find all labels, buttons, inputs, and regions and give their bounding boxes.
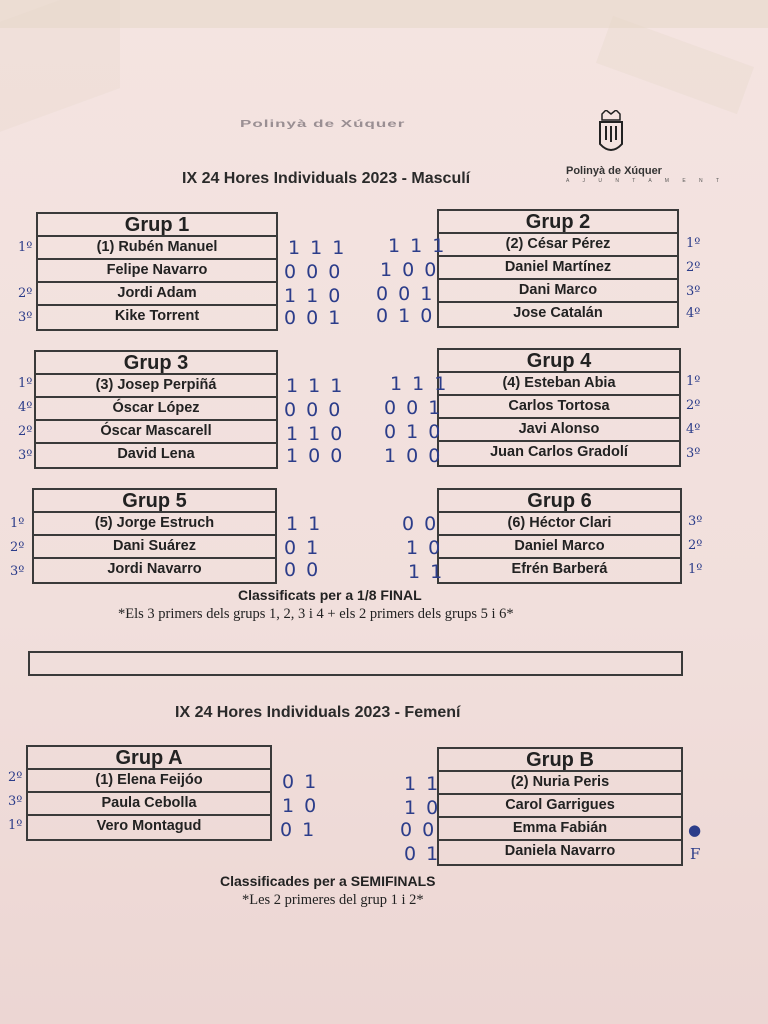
score-mark: 0 0 1 bbox=[384, 397, 443, 419]
score-mark: 0 1 0 bbox=[384, 421, 443, 443]
group-title: Grup 6 bbox=[439, 490, 680, 513]
score-mark: 1 0 0 bbox=[384, 445, 443, 467]
logo-town-name: Polinyà de Xúquer bbox=[566, 165, 662, 177]
group-2-table bbox=[437, 209, 679, 328]
score-mark: 0 0 0 bbox=[284, 399, 343, 421]
group-title: Grup A bbox=[28, 747, 270, 770]
position-mark: 1º bbox=[8, 818, 23, 833]
qualified-note-femeni: *Les 2 primeres del grup 1 i 2* bbox=[242, 892, 424, 908]
score-mark: 1 0 bbox=[406, 537, 443, 559]
player-row: Óscar Mascarell bbox=[36, 421, 276, 444]
position-mark: 2º bbox=[10, 540, 25, 555]
group-4-table bbox=[437, 348, 681, 467]
group-title: Grup 4 bbox=[439, 350, 679, 373]
score-mark: 0 1 0 bbox=[376, 305, 435, 327]
player-row: Emma Fabián bbox=[439, 818, 681, 841]
group-1-table bbox=[36, 212, 278, 331]
score-mark: 1 1 bbox=[286, 513, 323, 535]
player-row: (1) Rubén Manuel bbox=[38, 237, 276, 260]
group-title: Grup 2 bbox=[439, 211, 677, 234]
group-b-table bbox=[437, 747, 683, 866]
score-mark: 0 1 bbox=[280, 819, 317, 841]
masculi-title: IX 24 Hores Individuals 2023 - Masculí bbox=[182, 170, 471, 187]
player-row: Carlos Tortosa bbox=[439, 396, 679, 419]
town-crest-icon bbox=[596, 110, 626, 160]
qualified-title-masculi: Classificats per a 1/8 FINAL bbox=[238, 587, 422, 603]
position-mark: 2º bbox=[686, 398, 701, 413]
group-5-table bbox=[32, 488, 277, 584]
position-mark: 4º bbox=[686, 422, 701, 437]
player-row: Carol Garrigues bbox=[439, 795, 681, 818]
score-mark: 1 0 bbox=[404, 797, 441, 819]
tape-corner bbox=[0, 0, 120, 132]
score-mark: 0 0 1 bbox=[284, 307, 343, 329]
faded-title: Polinyà de Xúquer bbox=[240, 118, 406, 130]
player-row: Jose Catalán bbox=[513, 305, 603, 321]
player-row: Efrén Barberá bbox=[511, 561, 608, 577]
femeni-title: IX 24 Hores Individuals 2023 - Femení bbox=[175, 704, 461, 721]
position-mark: 1º bbox=[10, 516, 25, 531]
score-mark: 1 0 0 bbox=[380, 259, 439, 281]
player-row: (2) César Pérez bbox=[439, 234, 677, 257]
group-a-table bbox=[26, 745, 272, 841]
player-row: Óscar López bbox=[36, 398, 276, 421]
position-mark: 2º bbox=[18, 286, 33, 301]
position-mark: 1º bbox=[688, 562, 703, 577]
player-row: Daniel Marco bbox=[439, 536, 680, 559]
score-mark: 0 0 bbox=[400, 819, 437, 841]
position-mark: 3º bbox=[18, 310, 33, 325]
group-title: Grup B bbox=[439, 749, 681, 772]
score-mark: 1 1 bbox=[404, 773, 441, 795]
score-mark: 1 1 1 bbox=[286, 375, 345, 397]
player-row: Daniel Martínez bbox=[439, 257, 677, 280]
qualified-title-femeni: Classificades per a SEMIFINALS bbox=[220, 873, 436, 889]
score-mark: 1 0 0 bbox=[286, 445, 345, 467]
player-row: (5) Jorge Estruch bbox=[34, 513, 275, 536]
group-title: Grup 5 bbox=[34, 490, 275, 513]
score-mark: 0 1 bbox=[284, 537, 321, 559]
score-mark: 0 0 bbox=[402, 513, 439, 535]
player-row: Felipe Navarro bbox=[38, 260, 276, 283]
player-row: Dani Marco bbox=[439, 280, 677, 303]
position-mark: 2º bbox=[688, 538, 703, 553]
group-3-table bbox=[34, 350, 278, 469]
player-row: Kike Torrent bbox=[114, 308, 200, 324]
player-row: Jordi Adam bbox=[38, 283, 276, 306]
player-row: Daniela Navarro bbox=[504, 843, 616, 859]
score-mark: 1 1 bbox=[408, 561, 445, 583]
score-mark: 1 1 1 bbox=[288, 237, 347, 259]
position-mark: 3º bbox=[8, 794, 23, 809]
player-row: David Lena bbox=[117, 446, 195, 462]
position-mark: 4º bbox=[18, 400, 33, 415]
score-mark: 0 0 1 bbox=[376, 283, 435, 305]
player-row: Juan Carlos Gradolí bbox=[490, 444, 628, 460]
position-mark: 1º bbox=[18, 240, 33, 255]
score-mark: 0 0 bbox=[284, 559, 321, 581]
player-row: Dani Suárez bbox=[34, 536, 275, 559]
player-row: (3) Josep Perpiñá bbox=[36, 375, 276, 398]
group-title: Grup 1 bbox=[38, 214, 276, 237]
score-mark: 0 1 bbox=[282, 771, 319, 793]
score-mark: 1 0 bbox=[282, 795, 319, 817]
group-title: Grup 3 bbox=[36, 352, 276, 375]
player-row: (6) Héctor Clari bbox=[439, 513, 680, 536]
player-row: Jordi Navarro bbox=[107, 561, 202, 577]
score-mark: 1 1 0 bbox=[284, 285, 343, 307]
forfeit-mark: F bbox=[690, 845, 701, 863]
player-row: Javi Alonso bbox=[439, 419, 679, 442]
qualified-note-masculi: *Els 3 primers dels grups 1, 2, 3 i 4 + els 2 primers dels grups 5 i 6* bbox=[118, 606, 514, 622]
position-mark: 3º bbox=[686, 284, 701, 299]
player-row: Vero Montagud bbox=[96, 818, 202, 834]
score-mark: 0 0 0 bbox=[284, 261, 343, 283]
logo-subtext: A J U N T A M E N T bbox=[566, 178, 726, 184]
position-mark: 3º bbox=[686, 446, 701, 461]
position-mark: 4º bbox=[686, 306, 701, 321]
score-mark: 1 1 1 bbox=[388, 235, 447, 257]
position-mark: 1º bbox=[686, 236, 701, 251]
position-mark: 3º bbox=[18, 448, 33, 463]
player-row: (2) Nuria Peris bbox=[439, 772, 681, 795]
position-mark: 1º bbox=[18, 376, 33, 391]
position-mark: 2º bbox=[18, 424, 33, 439]
score-mark: 1 1 1 bbox=[390, 373, 449, 395]
player-row: Paula Cebolla bbox=[28, 793, 270, 816]
player-row: (4) Esteban Abia bbox=[439, 373, 679, 396]
player-row: (1) Elena Feijóo bbox=[28, 770, 270, 793]
group-6-table bbox=[437, 488, 682, 584]
score-mark: 1 1 0 bbox=[286, 423, 345, 445]
tape-right bbox=[596, 16, 754, 114]
position-mark: 2º bbox=[686, 260, 701, 275]
position-mark: 3º bbox=[10, 564, 25, 579]
position-mark: 2º bbox=[8, 770, 23, 785]
position-mark: 1º bbox=[686, 374, 701, 389]
withdrawn-mark: ● bbox=[688, 821, 702, 839]
blank-separator-box bbox=[28, 651, 683, 676]
position-mark: 3º bbox=[688, 514, 703, 529]
score-mark: 0 1 bbox=[404, 843, 441, 865]
